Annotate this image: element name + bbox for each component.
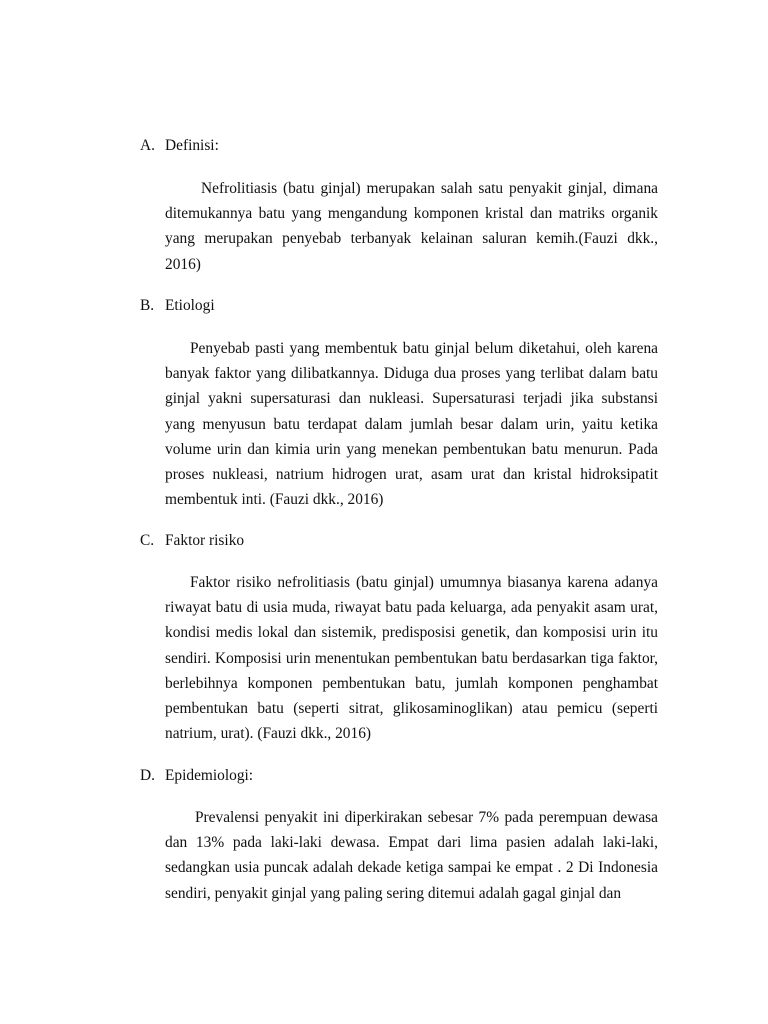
section-letter: C. xyxy=(140,532,155,549)
section-heading-faktor-risiko xyxy=(140,531,660,551)
section-title: Epidemiologi: xyxy=(165,767,254,784)
section-title: Etiologi xyxy=(165,297,215,314)
section-heading-etiologi xyxy=(140,296,660,316)
section-letter: B. xyxy=(140,297,155,314)
section-body-epidemiologi: Prevalensi penyakit ini diperkirakan sebesar 7% pada perempuan dewasa dan 13% pada laki-laki dewasa. Empat dari lima pasien adalah laki-laki, sedangkan usia puncak adalah dekade ketiga sampai ke empat . 2 Di Indonesia sendiri, penyakit ginjal yang paling sering ditemui adalah gagal ginjal dan xyxy=(165,809,658,902)
section-body-etiologi: Penyebab pasti yang membentuk batu ginjal belum diketahui, oleh karena banyak faktor yang dilibatkannya. Diduga dua proses yang terlibat dalam batu ginjal yakni supersaturasi dan nukleasi. Supersaturasi terjadi jika substansi yang menyusun batu terdapat dalam jumlah besar dalam urin, yaitu ketika volume urin dan kimia urin yang menekan pembentukan batu menurun. Pada proses nukleasi, natrium hidrogen urat, asam urat dan kristal hidroksipatit membentuk inti. (Fauzi dkk., 2016) xyxy=(165,340,658,509)
section-heading-definisi xyxy=(140,136,660,156)
section-body-faktor-risiko: Faktor risiko nefrolitiasis (batu ginjal) umumnya biasanya karena adanya riwayat batu di usia muda, riwayat batu pada keluarga, ada penyakit asam urat, kondisi medis lokal dan sistemik, predisposisi genetik, dan komposisi urin itu sendiri. Komposisi urin menentukan pembentukan batu berdasarkan tiga faktor, berlebihnya komponen pembentukan batu, jumlah komponen penghambat pembentukan batu (seperti sitrat, glikosaminoglikan) atau pemicu (seperti natrium, urat). (Fauzi dkk., 2016) xyxy=(165,574,658,743)
section-letter: A. xyxy=(140,137,155,154)
section-letter: D. xyxy=(140,767,155,784)
section-heading-epidemiologi xyxy=(140,766,660,786)
section-body-definisi: Nefrolitiasis (batu ginjal) merupakan salah satu penyakit ginjal, dimana ditemukannya batu yang mengandung komponen kristal dan matriks organik yang merupakan penyebab terbanyak kelainan saluran kemih.(Fauzi dkk., 2016) xyxy=(165,180,658,273)
section-title: Faktor risiko xyxy=(165,532,245,549)
section-title: Definisi: xyxy=(165,137,219,154)
